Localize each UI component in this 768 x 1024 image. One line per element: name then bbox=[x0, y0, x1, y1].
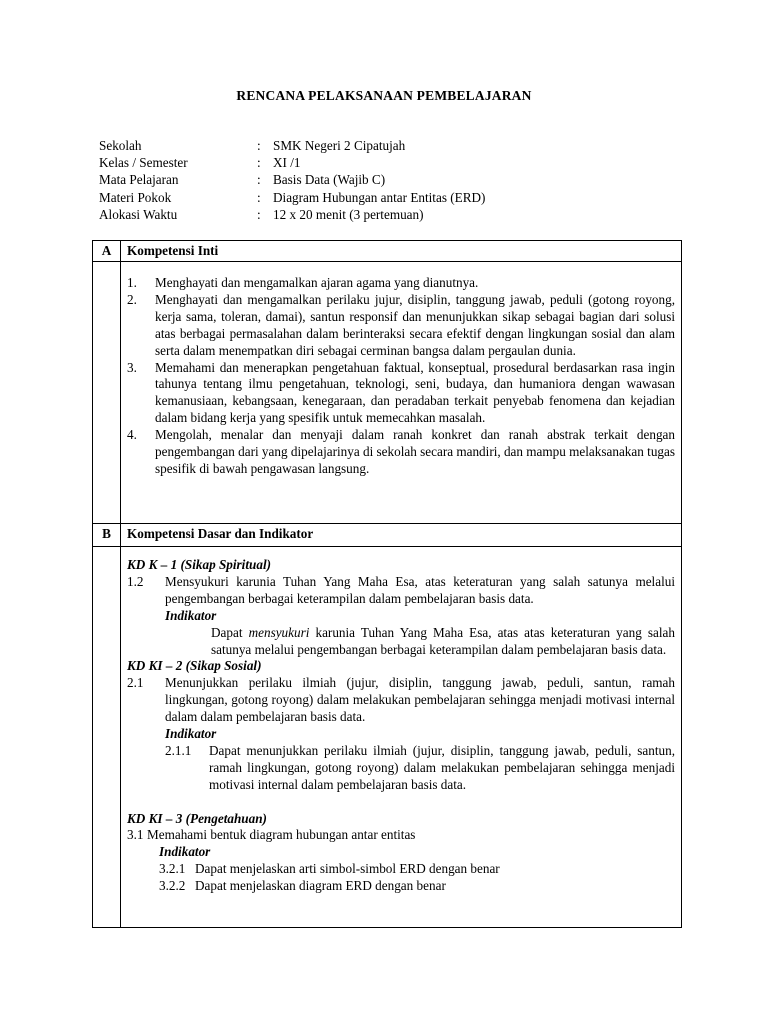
rpp-table bbox=[92, 240, 682, 928]
row-divider bbox=[93, 523, 681, 524]
indikator-prefix: Dapat bbox=[211, 624, 249, 640]
list-number: 1. bbox=[127, 275, 137, 290]
indikator-text bbox=[211, 625, 675, 659]
info-colon: : bbox=[257, 155, 261, 171]
kd-text: Menunjukkan perilaku ilmiah (jujur, disiplin, tanggung jawab, peduli, santun, ramah lingkungan, gotong royong) dalam melakukan pembelajaran sehingga menjadi motivasi internal dalam dalam pembelajaran basis data. bbox=[165, 675, 675, 725]
list-text: Menghayati dan mengamalkan perilaku jujur, disiplin, tanggung jawab, peduli (gotong royong, kerja sama, toleran, damai), santun responsif dan menunjukkan sikap sebagai bagian dari solusi atas berbagai permasalahan dalam berinteraksi secara efektif dengan lingkungan sosial dan alam serta dalam menempatkan diri sebagai cerminan bangsa dalam pergaulan dunia. bbox=[155, 291, 675, 358]
info-colon: : bbox=[257, 189, 261, 205]
info-value: SMK Negeri 2 Cipatujah bbox=[273, 138, 406, 153]
kd-text: Mensyukuri karunia Tuhan Yang Maha Esa, atas keteraturan yang salah satunya melalui pengembangan berbagai keterampilan dalam pembelajaran basis data. bbox=[165, 573, 675, 606]
indikator-text: Dapat menjelaskan diagram ERD dengan benar bbox=[195, 878, 446, 894]
indikator-number: 3.2.2 bbox=[159, 878, 186, 894]
info-value: XI /1 bbox=[273, 155, 301, 171]
indikator-text: Dapat menunjukkan perilaku ilmiah (jujur, disiplin, tanggung jawab, peduli, santun, ramah lingkungan, gotong royong) dalam melakukan pembelajaran sehingga menjadi motivasi internal dalam pembelajaran basis data. bbox=[209, 742, 675, 792]
indikator-item bbox=[159, 861, 675, 878]
info-row-sekolah bbox=[99, 138, 485, 155]
list-text: Menghayati dan mengamalkan ajaran agama yang dianutnya. bbox=[155, 275, 479, 290]
info-colon: : bbox=[257, 138, 261, 153]
kd-number: 3.1 bbox=[127, 827, 144, 843]
indikator-item bbox=[159, 878, 675, 895]
kd-item bbox=[127, 574, 675, 608]
list-number: 2. bbox=[127, 291, 137, 307]
indikator-label: Indikator bbox=[159, 844, 211, 860]
kd-item bbox=[127, 827, 675, 844]
info-row-alokasi bbox=[99, 207, 485, 224]
info-row-mapel bbox=[99, 172, 485, 189]
info-value: Basis Data (Wajib C) bbox=[273, 172, 386, 188]
indikator-label: Indikator bbox=[165, 726, 217, 742]
list-item bbox=[127, 292, 675, 360]
info-label: Sekolah bbox=[99, 138, 142, 153]
indikator-rest: karunia Tuhan Yang Maha Esa, atas atas keteraturan yang salah satunya melalui pengembangan berbagai keterampilan dalam pembelajaran basis data. bbox=[211, 624, 675, 657]
list-text: Memahami dan menerapkan pengetahuan faktual, konseptual, prosedural berdasarkan rasa ingin tahunya tentang ilmu pengetahuan, teknologi, seni, budaya, dan humaniora dengan wawasan kemanusiaan, kebangsaan, kenegaraan, dan peradaban terkait penyebab fenomena dan kejadian dalam bidang kerja yang spesifik untuk memecahkan masalah. bbox=[155, 359, 675, 426]
section-b-letter: B bbox=[102, 526, 111, 541]
info-value: 12 x 20 menit (3 pertemuan) bbox=[273, 206, 424, 222]
indikator-number: 2.1.1 bbox=[165, 742, 192, 758]
kd-text: Memahami bentuk diagram hubungan antar entitas bbox=[147, 827, 416, 843]
info-row-materi bbox=[99, 190, 485, 207]
kompetensi-inti-list bbox=[127, 275, 675, 478]
indikator-item bbox=[165, 743, 675, 794]
row-divider bbox=[93, 261, 681, 262]
info-colon: : bbox=[257, 172, 261, 188]
info-value: Diagram Hubungan antar Entitas (ERD) bbox=[273, 189, 486, 205]
info-label: Alokasi Waktu bbox=[99, 206, 178, 222]
section-a-title: Kompetensi Inti bbox=[127, 243, 219, 258]
list-number: 3. bbox=[127, 359, 137, 375]
section-b-title: Kompetensi Dasar dan Indikator bbox=[127, 526, 314, 541]
list-item bbox=[127, 360, 675, 428]
info-label: Materi Pokok bbox=[99, 189, 172, 205]
info-colon: : bbox=[257, 206, 261, 222]
kd3-heading: KD KI – 3 (Pengetahuan) bbox=[127, 810, 267, 826]
info-row-kelas bbox=[99, 155, 485, 172]
page-title: RENCANA PELAKSANAAN PEMBELAJARAN bbox=[236, 88, 532, 103]
list-item bbox=[127, 275, 675, 292]
kd2-heading: KD KI – 2 (Sikap Sosial) bbox=[127, 658, 262, 674]
indikator-emphasis: mensyukuri bbox=[248, 624, 310, 640]
info-label: Kelas / Semester bbox=[99, 155, 188, 171]
section-a-letter: A bbox=[101, 243, 112, 258]
list-item bbox=[127, 427, 675, 478]
info-label: Mata Pelajaran bbox=[99, 172, 179, 188]
list-number: 4. bbox=[127, 427, 137, 443]
column-divider bbox=[120, 241, 121, 927]
indikator-text: Dapat menjelaskan arti simbol-simbol ERD dengan benar bbox=[195, 861, 500, 877]
kd-number: 1.2 bbox=[127, 573, 144, 589]
row-divider bbox=[93, 546, 681, 547]
kd-number: 2.1 bbox=[127, 675, 144, 691]
kd1-heading: KD K – 1 (Sikap Spiritual) bbox=[127, 557, 271, 572]
kompetensi-dasar-block bbox=[127, 557, 675, 895]
info-block bbox=[99, 138, 485, 224]
list-text: Mengolah, menalar dan menyaji dalam ranah konkret dan ranah abstrak terkait dengan pengembangan dari yang dipelajarinya di sekolah secara mandiri, dan mampu melaksanakan tugas spesifik di bawah pengawasan langsung. bbox=[155, 427, 675, 476]
indikator-number: 3.2.1 bbox=[159, 861, 186, 877]
indikator-label: Indikator bbox=[165, 607, 217, 623]
kd-item bbox=[127, 675, 675, 726]
